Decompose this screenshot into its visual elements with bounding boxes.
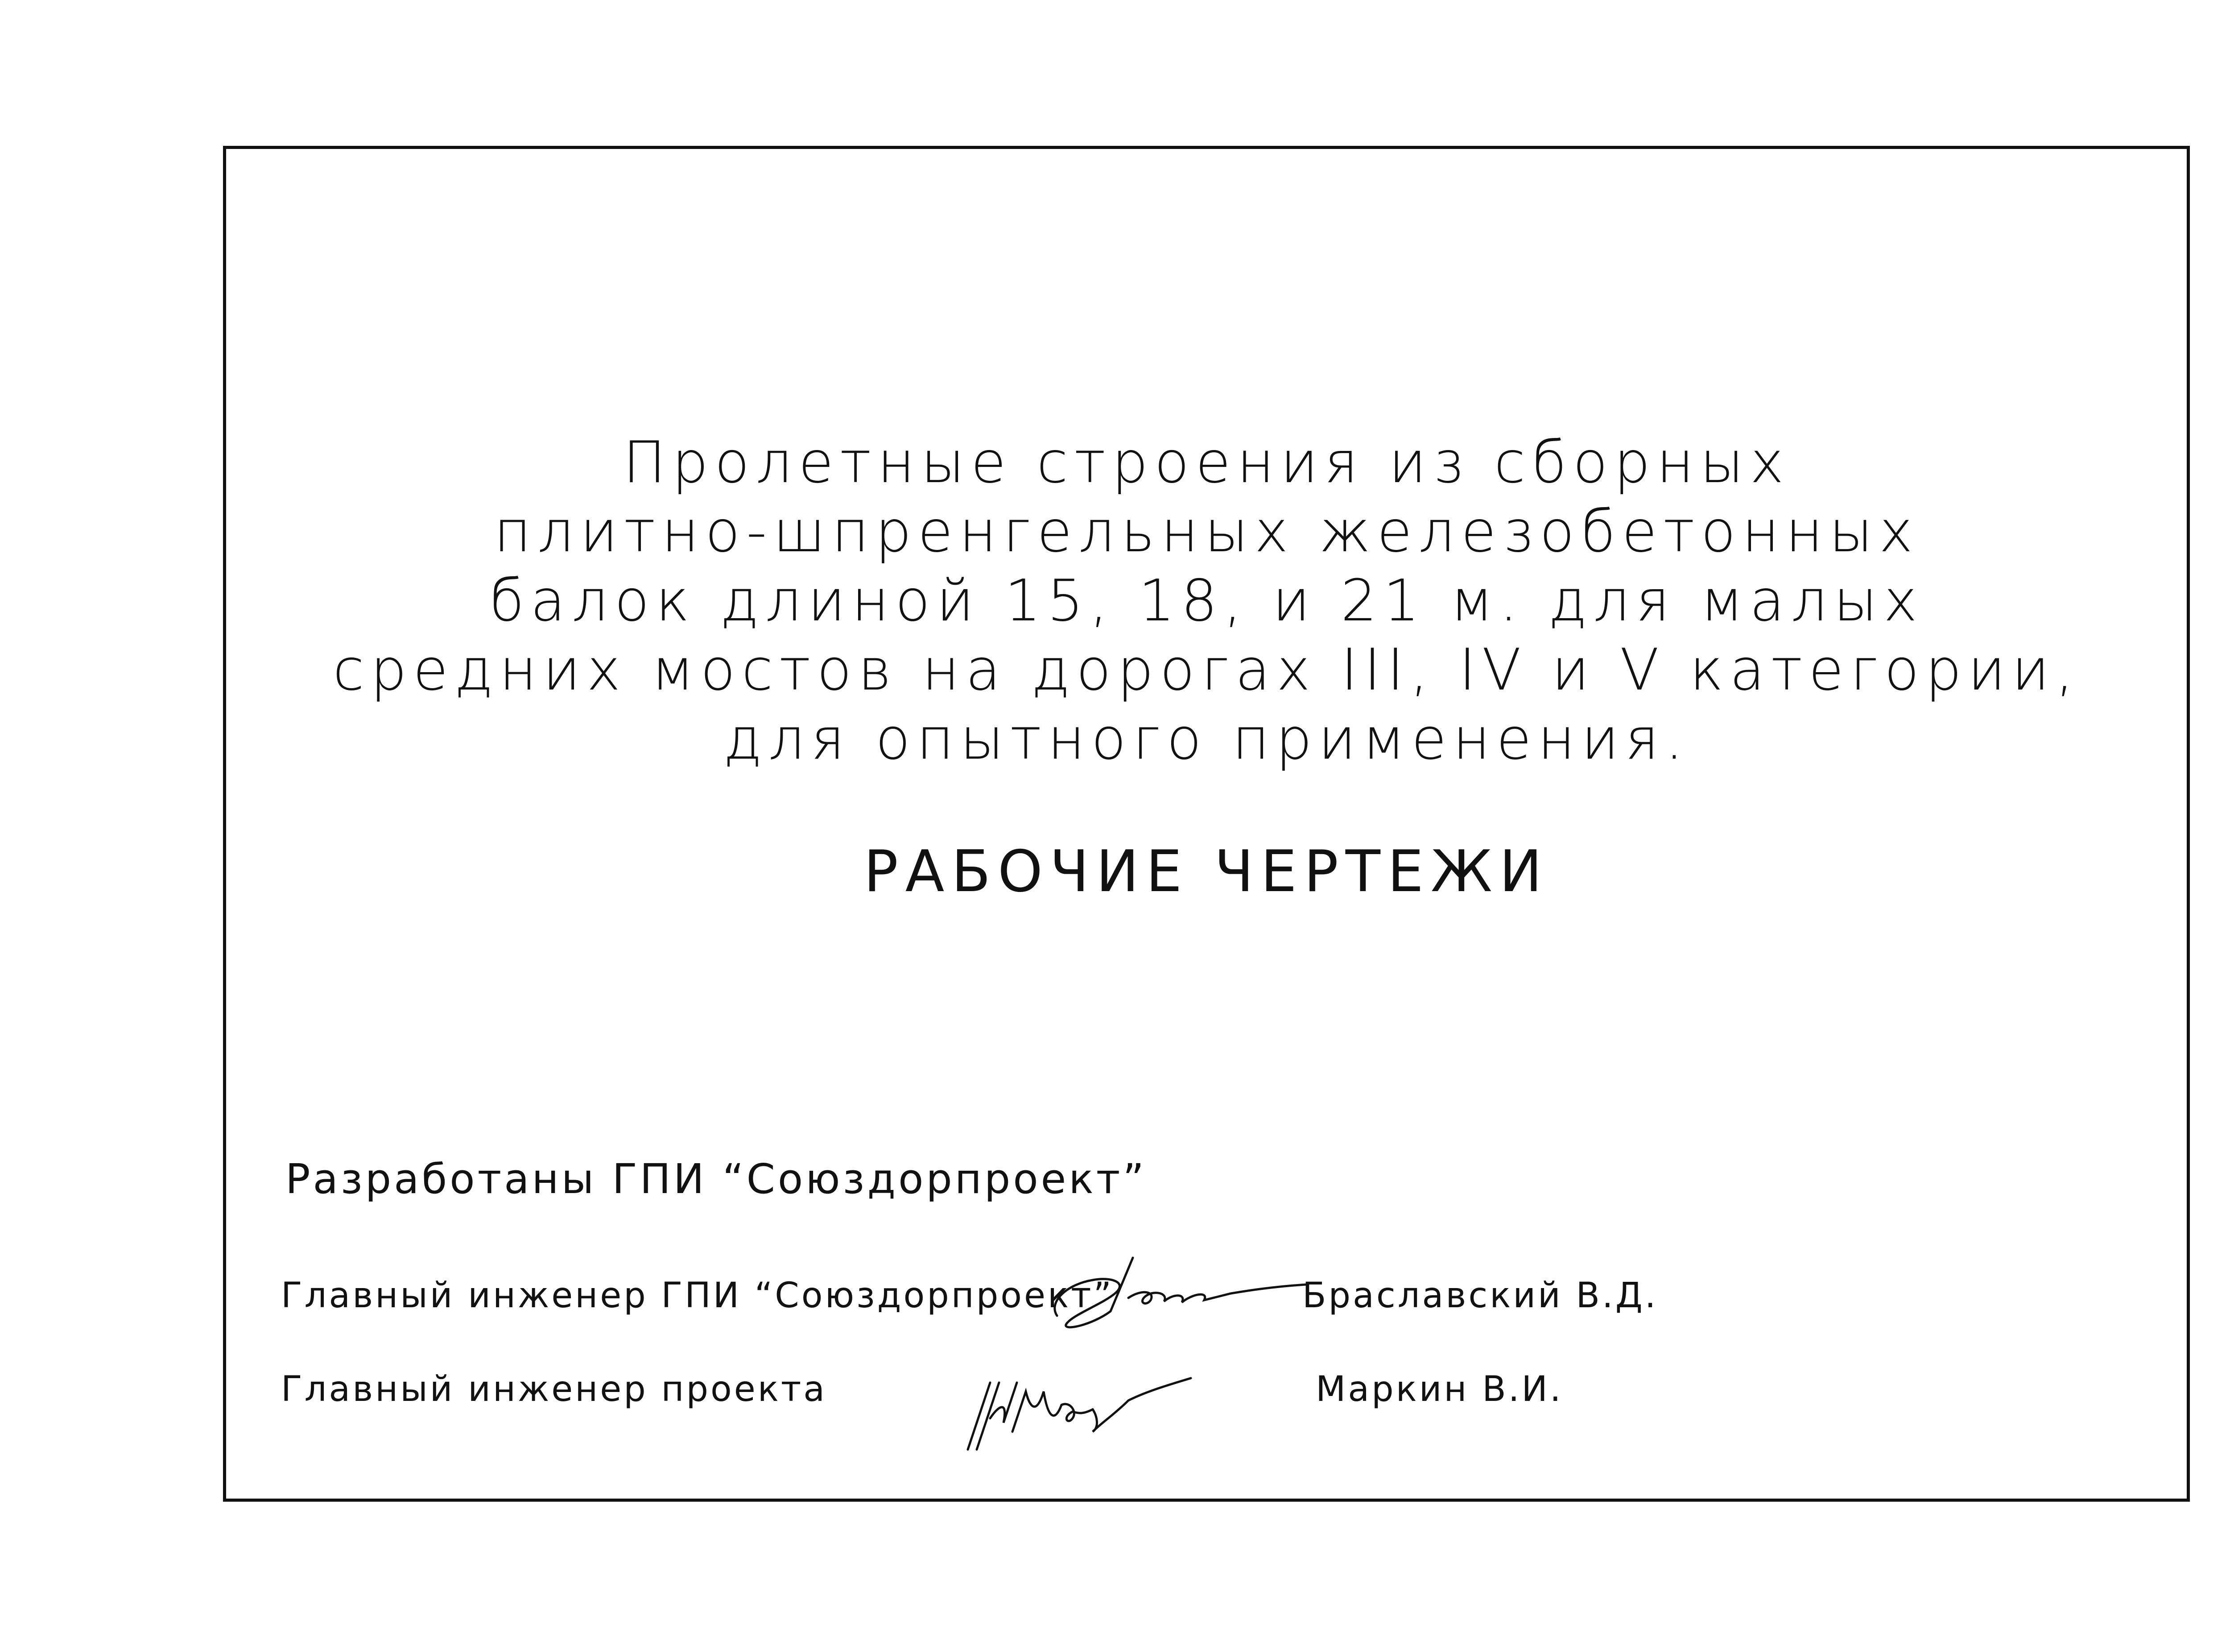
project-chief-engineer-role: Главный инженер проекта: [281, 1369, 827, 1409]
title-line-2: плитно-шпренгельных железобетонных: [494, 499, 1919, 565]
document-subtitle: РАБОЧИЕ ЧЕРТЕЖИ: [863, 838, 1549, 905]
handwritten-signature-icon: [959, 1365, 1226, 1454]
chief-engineer-role: Главный инженер ГПИ “Союздорпроект”: [281, 1276, 1114, 1316]
project-chief-engineer-name: Маркин В.И.: [1316, 1369, 1563, 1409]
document-title: [223, 428, 2190, 774]
title-line-5: для опытного применения.: [723, 706, 1690, 772]
title-line-3: балок длиной 15, 18, и 21 м. для малых: [489, 568, 1924, 634]
title-line-4: средних мостов на дорогах III, IV и V категории,: [333, 637, 2080, 703]
handwritten-signature-icon: [1039, 1249, 1316, 1338]
developed-by: Разработаны ГПИ “Союздорпроект”: [285, 1155, 1147, 1203]
title-line-1: Пролетные строения из сборных: [623, 430, 1790, 496]
chief-engineer-name: Браславский В.Д.: [1302, 1276, 1658, 1316]
